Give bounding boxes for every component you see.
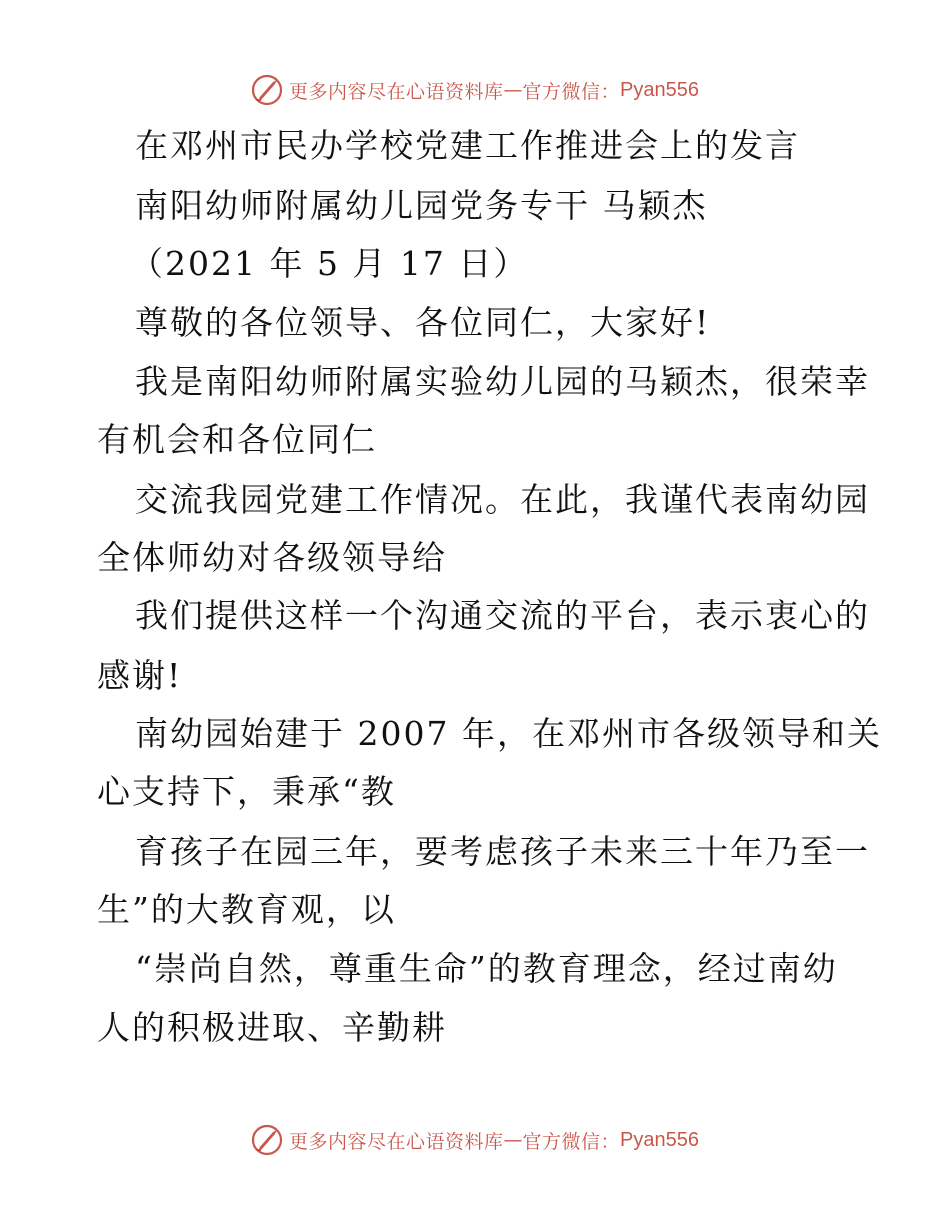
header-watermark: [0, 70, 950, 110]
document-title: 在邓州市民办学校党建工作推进会上的发言: [135, 126, 800, 165]
paragraph-line: “崇尚自然，尊重生命”的教育理念，经过南幼: [135, 949, 838, 988]
paragraph-line: 南幼园始建于 2007 年，在邓州市各级领导和关: [135, 714, 882, 753]
watermark-id: Pyan556: [620, 78, 699, 101]
paragraph-line: 尊敬的各位领导、各位同仁，大家好!: [135, 303, 711, 342]
paragraph-line: 全体师幼对各级领导给: [97, 538, 447, 577]
paragraph-line: 生”的大教育观，以: [97, 890, 396, 929]
speaker-line: 南阳幼师附属幼儿园党务专干 马颖杰: [135, 186, 708, 225]
quill-logo-icon: [251, 1124, 283, 1156]
footer-watermark: [0, 1120, 950, 1160]
watermark-label: 官方微信：: [522, 80, 621, 103]
watermark-text: 更多内容尽在心语资料库: [289, 80, 504, 103]
watermark-separator: —: [503, 79, 523, 101]
paragraph-line: 交流我园党建工作情况。在此，我谨代表南幼园: [135, 480, 870, 519]
watermark-separator: —: [503, 1129, 523, 1151]
paragraph-line: 心支持下，秉承“教: [97, 772, 396, 811]
paragraph-line: 人的积极进取、辛勤耕: [97, 1008, 447, 1047]
watermark-id: Pyan556: [620, 1128, 699, 1151]
paragraph-line: 我是南阳幼师附属实验幼儿园的马颖杰，很荣幸: [135, 362, 870, 401]
date-line: （2021 年 5 月 17 日）: [130, 244, 529, 283]
watermark-text: 更多内容尽在心语资料库: [289, 1130, 504, 1153]
quill-logo-icon: [251, 74, 283, 106]
paragraph-line: 我们提供这样一个沟通交流的平台，表示衷心的: [135, 596, 870, 635]
paragraph-line: 育孩子在园三年，要考虑孩子未来三十年乃至一: [135, 832, 870, 871]
paragraph-line: 感谢!: [97, 656, 183, 695]
paragraph-line: 有机会和各位同仁: [97, 420, 377, 459]
watermark-label: 官方微信：: [522, 1130, 621, 1153]
